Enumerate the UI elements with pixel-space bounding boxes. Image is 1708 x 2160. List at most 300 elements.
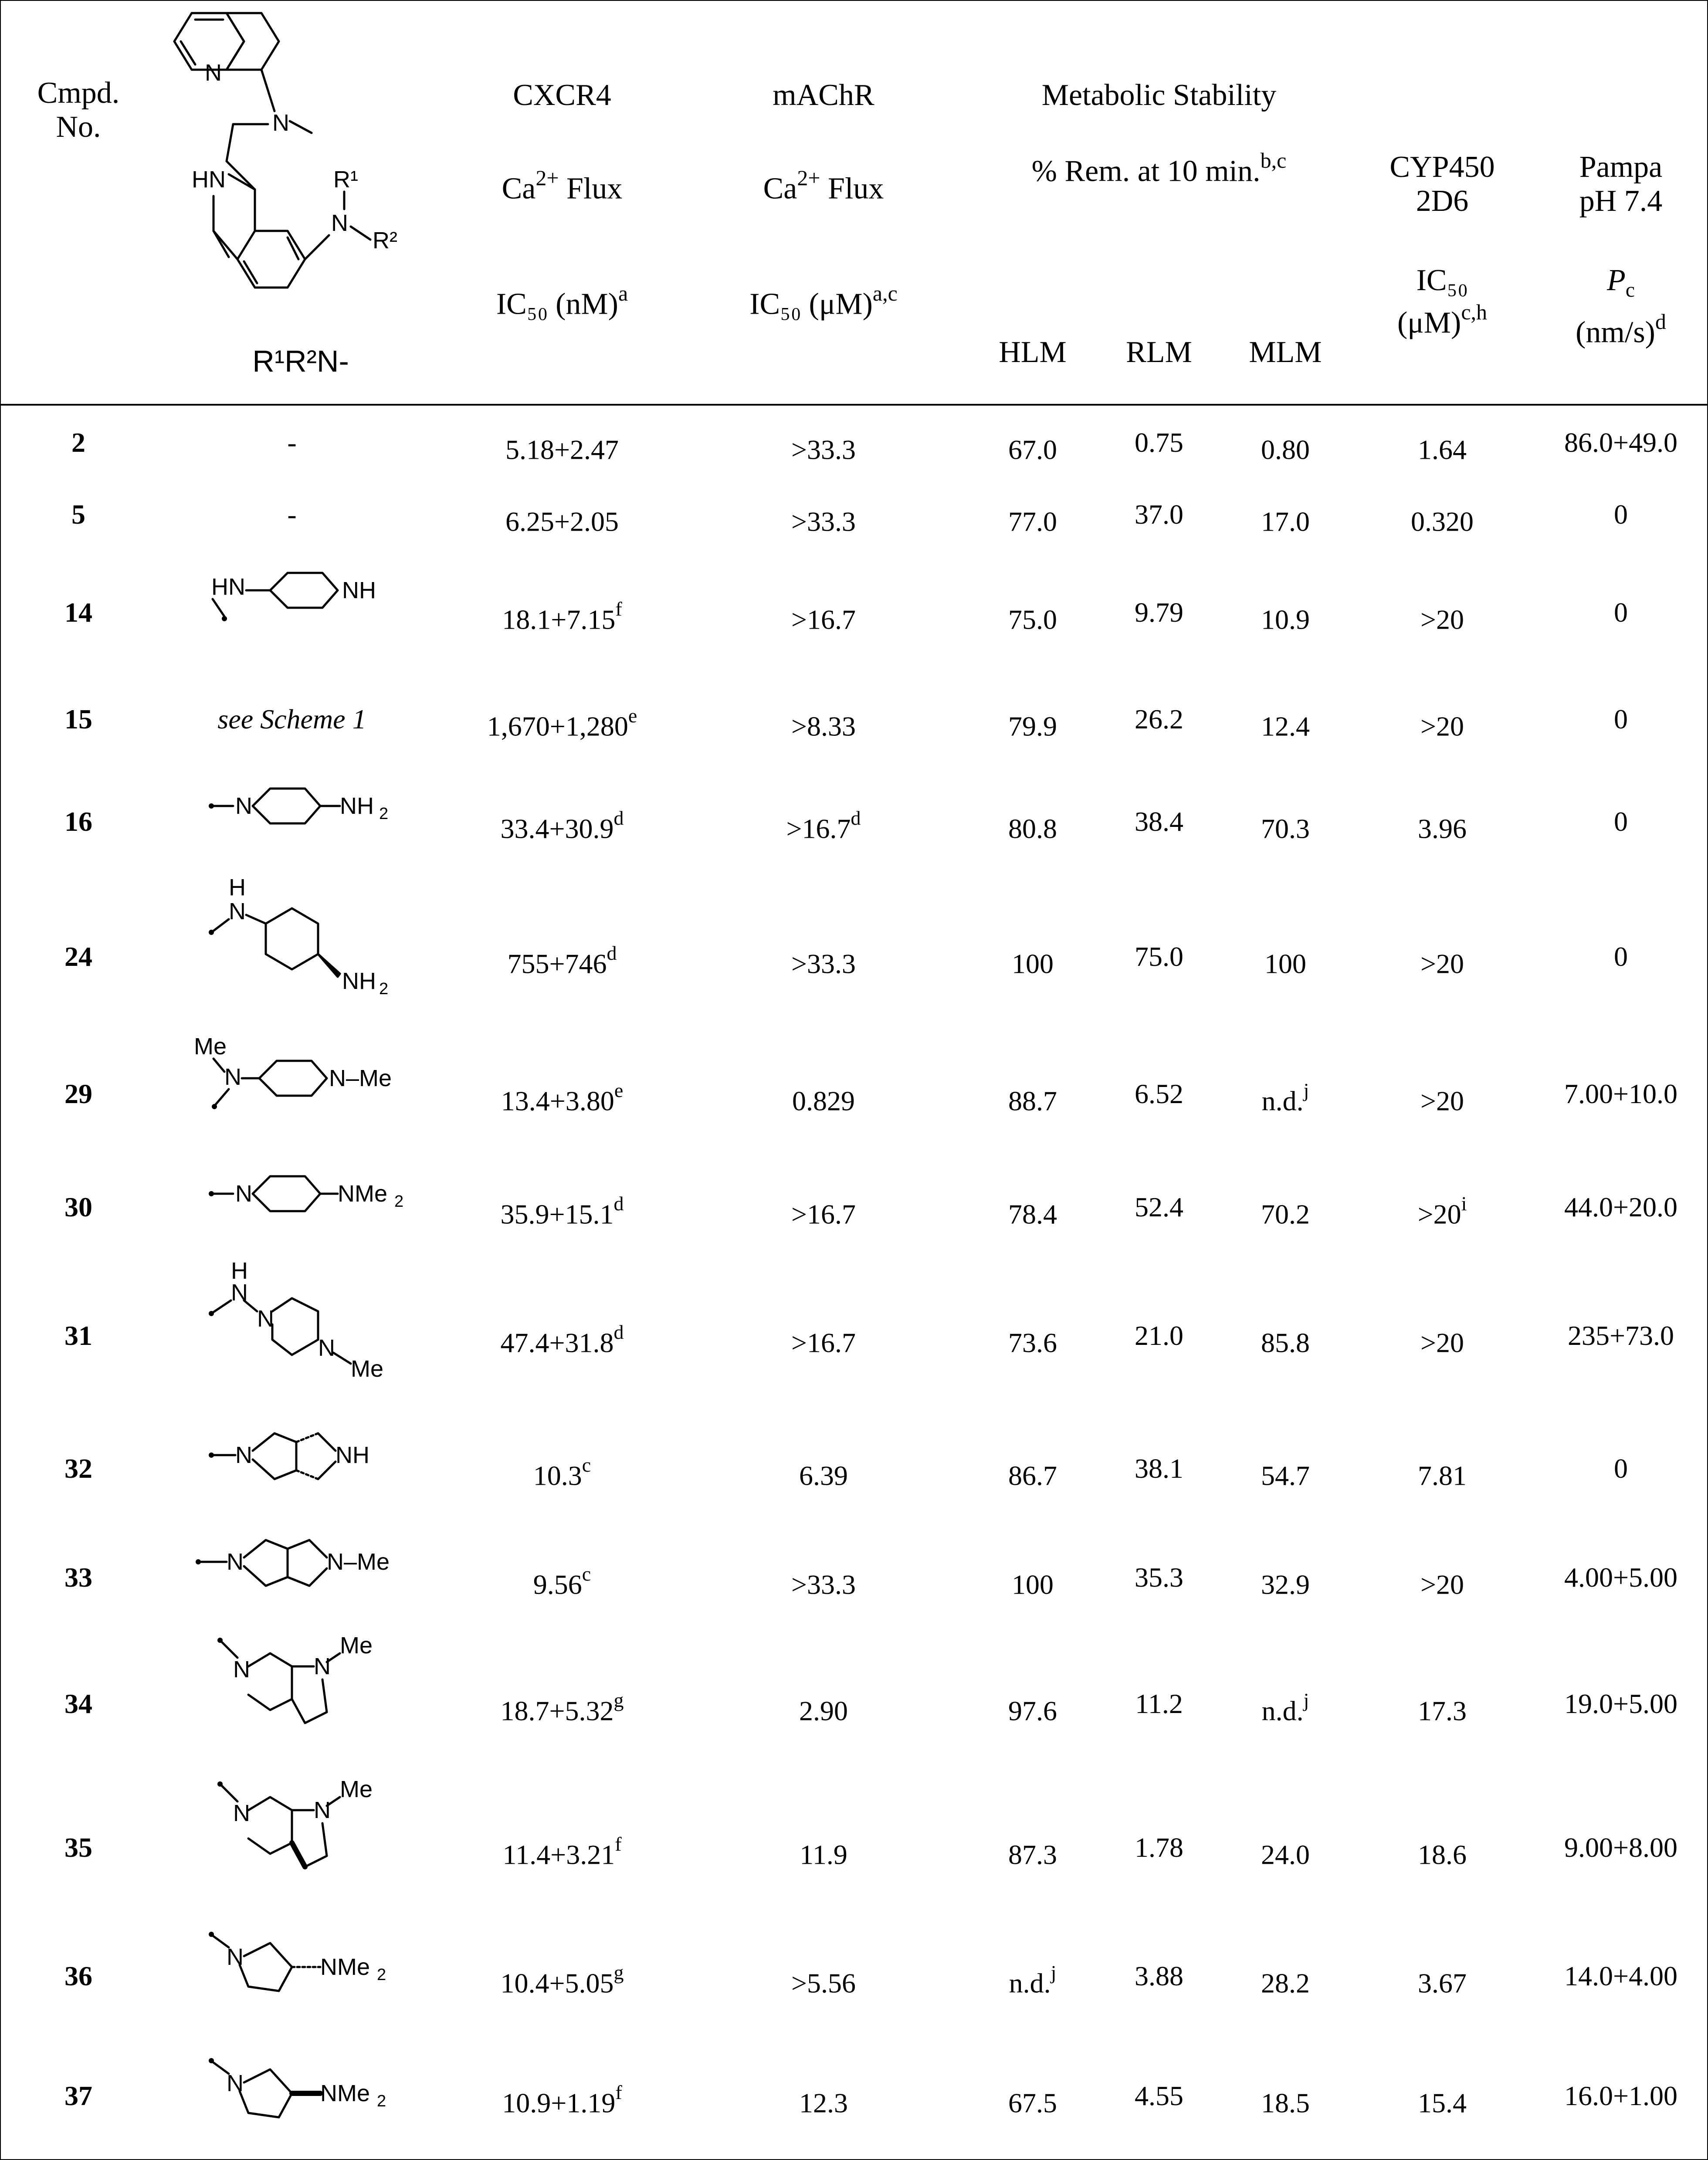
cell-cyp-34 bbox=[1372, 1688, 1512, 1727]
s35-n1: N bbox=[233, 1800, 250, 1826]
cell-id-value: 37 bbox=[64, 2080, 92, 2111]
structure-36 bbox=[192, 1921, 418, 2000]
cell-ma-value: >8.33 bbox=[791, 711, 856, 742]
structure-32 bbox=[192, 1416, 418, 1494]
cell-hlm-33 bbox=[967, 1562, 1098, 1600]
cell-cx-value: 10.4+5.05 bbox=[500, 1967, 614, 1999]
header-machr bbox=[697, 78, 950, 112]
s29-me: Me bbox=[194, 1033, 227, 1060]
s37-nme-sub: 2 bbox=[377, 2092, 386, 2110]
cell-rlm-30 bbox=[1094, 1192, 1224, 1223]
cell-id-35 bbox=[17, 1832, 139, 1863]
cell-ma-35 bbox=[697, 1832, 950, 1870]
cell-hlm-2 bbox=[967, 427, 1098, 465]
cell-rlm-34 bbox=[1094, 1688, 1224, 1720]
cell-ma-16 bbox=[697, 806, 950, 844]
cell-mlm-value: 12.4 bbox=[1261, 711, 1310, 742]
cell-cx-value: 13.4+3.80 bbox=[501, 1085, 614, 1117]
cell-id-2 bbox=[17, 427, 139, 458]
cell-pampa-value: 0 bbox=[1614, 1453, 1628, 1484]
cell-hlm-value: 75.0 bbox=[1008, 604, 1057, 635]
cell-cyp-33 bbox=[1372, 1562, 1512, 1600]
header-metabolic: Metabolic Stability bbox=[1041, 78, 1277, 112]
header-cyp-ic50 bbox=[1372, 264, 1512, 340]
cell-id-value: 34 bbox=[64, 1688, 92, 1719]
cell-cx-24 bbox=[436, 941, 688, 979]
cell-mlm-value: 18.5 bbox=[1261, 2087, 1310, 2119]
cell-hlm-value: 100 bbox=[1012, 1569, 1054, 1600]
cell-mlm-value: 54.7 bbox=[1261, 1460, 1310, 1491]
cell-pampa-29 bbox=[1542, 1078, 1699, 1110]
cell-hlm-5 bbox=[967, 499, 1098, 537]
header-cxcr4-ca: Ca bbox=[502, 172, 536, 206]
cell-pampa-value: 0 bbox=[1614, 499, 1628, 530]
cell-mlm-value: 85.8 bbox=[1261, 1327, 1310, 1358]
cell-mlm-36 bbox=[1220, 1960, 1351, 1999]
cell-cyp-15 bbox=[1372, 704, 1512, 742]
cell-ma-value: >33.3 bbox=[791, 506, 856, 537]
s36-n: N bbox=[227, 1944, 244, 1970]
cell-rlm-35 bbox=[1094, 1832, 1224, 1863]
cell-id-value: 35 bbox=[64, 1832, 92, 1863]
header-cxcr4-flux-text: Flux bbox=[559, 172, 623, 206]
header-cxcr4-line1: CXCR4 bbox=[513, 78, 611, 112]
cell-rlm-value: 4.55 bbox=[1135, 2080, 1183, 2111]
cell-cx-5 bbox=[436, 499, 688, 537]
cell-r-2 bbox=[157, 427, 427, 458]
cell-cx-footnote: d bbox=[613, 807, 624, 829]
cell-rlm-value: 75.0 bbox=[1135, 941, 1183, 972]
s30-nme-sub: 2 bbox=[394, 1192, 404, 1211]
cell-cx-value: 755+746 bbox=[507, 948, 607, 979]
s24-nh-sub: 2 bbox=[379, 980, 389, 998]
cell-id-29 bbox=[17, 1078, 139, 1110]
cell-mlm-32 bbox=[1220, 1453, 1351, 1491]
header-cyp-line4-sup: c,h bbox=[1461, 300, 1488, 324]
cell-id-value: 33 bbox=[64, 1562, 92, 1593]
cell-cx-footnote: f bbox=[615, 598, 622, 620]
cell-hlm-36 bbox=[967, 1960, 1098, 1999]
cell-id-30 bbox=[17, 1192, 139, 1223]
cell-pampa-value: 86.0+49.0 bbox=[1564, 427, 1678, 458]
cell-ma-value: >5.56 bbox=[791, 1967, 856, 1999]
cell-cx-14 bbox=[436, 597, 688, 635]
s34-n2: N bbox=[314, 1653, 331, 1679]
header-metabolic-rem bbox=[972, 146, 1346, 188]
structure-14 bbox=[187, 569, 405, 630]
cell-id-value: 16 bbox=[64, 806, 92, 837]
cell-pampa-35 bbox=[1542, 1832, 1699, 1863]
cell-cyp-24 bbox=[1372, 941, 1512, 979]
cell-pampa-31 bbox=[1542, 1320, 1699, 1351]
cell-r-5 bbox=[157, 499, 427, 530]
cell-id-14 bbox=[17, 597, 139, 628]
cell-hlm-37 bbox=[967, 2080, 1098, 2119]
cell-cx-value: 18.1+7.15 bbox=[502, 604, 616, 635]
cell-rlm-2 bbox=[1094, 427, 1224, 458]
cell-rlm-value: 26.2 bbox=[1135, 704, 1183, 735]
cell-cyp-value: >20 bbox=[1420, 948, 1464, 979]
cell-hlm-value: 78.4 bbox=[1008, 1198, 1057, 1230]
s33-nme: N–Me bbox=[327, 1549, 390, 1575]
cell-id-value: 15 bbox=[64, 704, 92, 735]
s37-n: N bbox=[227, 2070, 244, 2096]
cell-ma-value: 6.39 bbox=[799, 1460, 848, 1491]
cell-rlm-16 bbox=[1094, 806, 1224, 837]
cell-id-value: 32 bbox=[64, 1453, 92, 1484]
cell-cx-footnote: d bbox=[613, 1321, 624, 1343]
cell-pampa-value: 16.0+1.00 bbox=[1564, 2080, 1678, 2111]
cell-mlm-37 bbox=[1220, 2080, 1351, 2119]
header-cxcr4-ca-sup: 2+ bbox=[535, 166, 559, 190]
header-cyp-line3: IC₅₀ bbox=[1416, 264, 1468, 297]
cell-rlm-value: 0.75 bbox=[1135, 427, 1183, 458]
cell-cyp-value: 7.81 bbox=[1418, 1460, 1467, 1491]
cell-ma-2 bbox=[697, 427, 950, 465]
header-hlm: HLM bbox=[999, 335, 1067, 369]
s24-h: H bbox=[229, 874, 246, 901]
cell-ma-value: >16.7 bbox=[791, 1198, 856, 1230]
header-cyp-line1: CYP450 bbox=[1389, 150, 1495, 184]
cell-ma-value: 11.9 bbox=[800, 1839, 847, 1870]
cell-id-value: 24 bbox=[64, 941, 92, 972]
cell-ma-31 bbox=[697, 1320, 950, 1358]
cell-cx-footnote: f bbox=[615, 2081, 622, 2103]
cell-cyp-36 bbox=[1372, 1960, 1512, 1999]
s31-h: H bbox=[231, 1258, 248, 1284]
cell-id-value: 14 bbox=[64, 597, 92, 628]
cell-cyp-37 bbox=[1372, 2080, 1512, 2119]
header-cyp-line2: 2D6 bbox=[1416, 184, 1469, 218]
cell-id-31 bbox=[17, 1320, 139, 1351]
cell-ma-value: >33.3 bbox=[791, 434, 856, 465]
header-cmpd-line1: Cmpd. bbox=[37, 76, 120, 110]
cell-hlm-value: 73.6 bbox=[1008, 1327, 1057, 1358]
s35-n2: N bbox=[314, 1797, 331, 1823]
s24-nh: NH bbox=[342, 968, 376, 994]
s36-nme-sub: 2 bbox=[377, 1966, 386, 1984]
cell-ma-value: >16.7 bbox=[791, 604, 856, 635]
cell-hlm-value: 97.6 bbox=[1008, 1695, 1057, 1727]
cell-cyp-30 bbox=[1372, 1192, 1512, 1230]
cell-mlm-5 bbox=[1220, 499, 1351, 537]
header-pampa-line4: (nm/s) bbox=[1576, 315, 1655, 349]
cell-cx-31 bbox=[436, 1320, 688, 1358]
s30-n: N bbox=[235, 1181, 252, 1207]
header-cmpd-no bbox=[17, 76, 139, 144]
cell-mlm-16 bbox=[1220, 806, 1351, 844]
cell-pampa-30 bbox=[1542, 1192, 1699, 1223]
cell-cx-value: 33.4+30.9 bbox=[500, 813, 614, 844]
cell-cyp-32 bbox=[1372, 1453, 1512, 1491]
cell-cx-footnote: c bbox=[582, 1563, 591, 1585]
cell-mlm-34 bbox=[1220, 1688, 1351, 1727]
cell-cyp-29 bbox=[1372, 1078, 1512, 1117]
cell-mlm-15 bbox=[1220, 704, 1351, 742]
cell-cyp-value: 15.4 bbox=[1418, 2087, 1467, 2119]
cell-rlm-value: 38.4 bbox=[1135, 806, 1183, 837]
cell-cx-footnote: f bbox=[615, 1833, 622, 1855]
header-cxcr4-flux bbox=[436, 163, 688, 206]
scaffold-n-substituent: N bbox=[331, 210, 348, 236]
cell-mlm-value: 0.80 bbox=[1261, 434, 1310, 465]
structure-30 bbox=[192, 1163, 418, 1224]
cell-pampa-15 bbox=[1542, 704, 1699, 735]
cell-id-value: 30 bbox=[64, 1192, 92, 1222]
cell-hlm-footnote: j bbox=[1051, 1961, 1057, 1984]
cell-mlm-value: 17.0 bbox=[1261, 506, 1310, 537]
cell-cx-value: 10.3 bbox=[533, 1460, 582, 1491]
cell-rlm-value: 3.88 bbox=[1135, 1960, 1183, 1991]
header-metabolic-rem-sup: b,c bbox=[1260, 148, 1287, 173]
header-machr-ca: Ca bbox=[763, 172, 797, 206]
cell-cx-value: 47.4+31.8 bbox=[500, 1327, 614, 1358]
cell-rlm-5 bbox=[1094, 499, 1224, 530]
cell-rlm-29 bbox=[1094, 1078, 1224, 1110]
cell-hlm-30 bbox=[967, 1192, 1098, 1230]
cell-cyp-value: 3.67 bbox=[1418, 1967, 1467, 1999]
cell-pampa-34 bbox=[1542, 1688, 1699, 1720]
cell-hlm-value: 87.3 bbox=[1008, 1839, 1057, 1870]
cell-cx-value: 10.9+1.19 bbox=[502, 2087, 616, 2119]
cell-pampa-value: 235+73.0 bbox=[1567, 1320, 1674, 1351]
cell-id-value: 31 bbox=[64, 1320, 92, 1351]
cell-cyp-value: 17.3 bbox=[1418, 1695, 1467, 1727]
cell-id-15 bbox=[17, 704, 139, 735]
cell-ma-footnote: d bbox=[851, 807, 861, 829]
cell-mlm-35 bbox=[1220, 1832, 1351, 1870]
header-machr-ic50 bbox=[697, 279, 950, 321]
cell-hlm-35 bbox=[967, 1832, 1098, 1870]
cell-cx-32 bbox=[436, 1453, 688, 1491]
cell-rlm-31 bbox=[1094, 1320, 1224, 1351]
cell-mlm-footnote: j bbox=[1303, 1079, 1309, 1101]
s33-n: N bbox=[227, 1549, 244, 1575]
cell-cx-value: 1,670+1,280 bbox=[487, 711, 628, 742]
cell-cyp-5 bbox=[1372, 499, 1512, 537]
cell-ma-24 bbox=[697, 941, 950, 979]
cell-cyp-35 bbox=[1372, 1832, 1512, 1870]
cell-r-value: see Scheme 1 bbox=[217, 704, 366, 735]
cell-cx-value: 5.18+2.47 bbox=[505, 434, 619, 465]
scaffold-structure bbox=[157, 0, 427, 314]
cell-cyp-value: >20 bbox=[1420, 1327, 1464, 1358]
cell-r-value: - bbox=[287, 499, 297, 530]
cell-cx-value: 9.56 bbox=[533, 1569, 582, 1600]
structure-16 bbox=[192, 775, 418, 836]
cell-ma-36 bbox=[697, 1960, 950, 1999]
header-metabolic-rem-text: % Rem. at 10 min. bbox=[1031, 154, 1261, 188]
cell-mlm-2 bbox=[1220, 427, 1351, 465]
cell-mlm-33 bbox=[1220, 1562, 1351, 1600]
cell-hlm-32 bbox=[967, 1453, 1098, 1491]
cell-pampa-value: 0 bbox=[1614, 704, 1628, 735]
cell-pampa-value: 0 bbox=[1614, 597, 1628, 628]
cell-id-34 bbox=[17, 1688, 139, 1720]
s31-me: Me bbox=[351, 1356, 384, 1382]
cell-id-16 bbox=[17, 806, 139, 837]
cell-mlm-30 bbox=[1220, 1192, 1351, 1230]
structure-33 bbox=[187, 1523, 423, 1601]
scaffold-hn: HN bbox=[192, 166, 226, 193]
header-machr-ic50-text: IC₅₀ (μM) bbox=[749, 287, 873, 321]
cell-cyp-16 bbox=[1372, 806, 1512, 844]
header-pampa-line2: pH 7.4 bbox=[1579, 184, 1663, 218]
header-pampa-pc bbox=[1542, 264, 1699, 349]
header-machr-ca-sup: 2+ bbox=[797, 166, 820, 190]
cell-ma-30 bbox=[697, 1192, 950, 1230]
cell-ma-value: >33.3 bbox=[791, 948, 856, 979]
cell-cx-value: 11.4+3.21 bbox=[502, 1839, 615, 1870]
cell-ma-14 bbox=[697, 597, 950, 635]
cell-rlm-37 bbox=[1094, 2080, 1224, 2112]
cell-mlm-29 bbox=[1220, 1078, 1351, 1117]
cell-hlm-value: n.d. bbox=[1009, 1967, 1051, 1999]
cell-cx-footnote: e bbox=[628, 704, 637, 727]
cell-rlm-15 bbox=[1094, 704, 1224, 735]
header-pampa-p-sub: c bbox=[1625, 278, 1635, 301]
header-rlm: RLM bbox=[1126, 335, 1192, 369]
cell-ma-5 bbox=[697, 499, 950, 537]
header-r1r2n: R¹R²N- bbox=[252, 344, 349, 378]
cell-cx-16 bbox=[436, 806, 688, 844]
cell-cx-footnote: c bbox=[582, 1454, 591, 1476]
header-machr-flux-text: Flux bbox=[820, 172, 884, 206]
cell-hlm-14 bbox=[967, 597, 1098, 635]
cell-rlm-value: 6.52 bbox=[1135, 1078, 1183, 1109]
cell-id-32 bbox=[17, 1453, 139, 1484]
structure-34 bbox=[205, 1629, 388, 1734]
header-pampa-line1: Pampa bbox=[1579, 150, 1663, 184]
cell-cyp-value: 1.64 bbox=[1418, 434, 1467, 465]
cell-hlm-value: 77.0 bbox=[1008, 506, 1057, 537]
cell-mlm-value: 28.2 bbox=[1261, 1967, 1310, 1999]
cell-id-24 bbox=[17, 941, 139, 972]
structure-29 bbox=[187, 1028, 414, 1120]
header-mlm: MLM bbox=[1249, 335, 1322, 369]
cell-mlm-value: n.d. bbox=[1261, 1085, 1304, 1117]
cell-cx-30 bbox=[436, 1192, 688, 1230]
cell-hlm-value: 67.5 bbox=[1008, 2087, 1057, 2119]
cell-pampa-value: 0 bbox=[1614, 806, 1628, 837]
cell-ma-34 bbox=[697, 1688, 950, 1727]
cell-cx-footnote: d bbox=[607, 942, 617, 964]
scaffold-n-methyl: N bbox=[272, 110, 289, 136]
cell-rlm-32 bbox=[1094, 1453, 1224, 1484]
cell-hlm-15 bbox=[967, 704, 1098, 742]
structure-24 bbox=[187, 874, 405, 998]
header-cmpd-line2: No. bbox=[56, 110, 101, 144]
cell-pampa-value: 0 bbox=[1614, 941, 1628, 972]
header-machr-ic50-sup: a,c bbox=[872, 281, 898, 305]
s31-n1: N bbox=[231, 1280, 248, 1306]
cell-mlm-24 bbox=[1220, 941, 1351, 979]
cell-cx-footnote: g bbox=[613, 1961, 624, 1984]
cell-cx-value: 18.7+5.32 bbox=[500, 1695, 614, 1727]
cell-cx-value: 35.9+15.1 bbox=[500, 1198, 614, 1230]
s34-me: Me bbox=[340, 1632, 373, 1659]
scaffold-r2: R² bbox=[373, 227, 397, 254]
s35-me: Me bbox=[340, 1776, 373, 1802]
cell-cyp-31 bbox=[1372, 1320, 1512, 1358]
s31-n2: N bbox=[257, 1306, 274, 1332]
cell-id-37 bbox=[17, 2080, 139, 2112]
cell-cx-35 bbox=[436, 1832, 688, 1870]
cell-id-value: 36 bbox=[64, 1960, 92, 1991]
cell-pampa-value: 9.00+8.00 bbox=[1564, 1832, 1678, 1863]
cell-mlm-14 bbox=[1220, 597, 1351, 635]
cell-cyp-value: 3.96 bbox=[1418, 813, 1467, 844]
scaffold-r1: R¹ bbox=[333, 166, 358, 193]
cell-hlm-24 bbox=[967, 941, 1098, 979]
cell-id-value: 29 bbox=[64, 1078, 92, 1109]
cell-cx-33 bbox=[436, 1562, 688, 1600]
s16-nh-sub: 2 bbox=[379, 805, 389, 823]
s34-n1: N bbox=[233, 1656, 250, 1683]
cell-pampa-value: 19.0+5.00 bbox=[1564, 1688, 1678, 1719]
cell-cyp-value: 0.320 bbox=[1411, 506, 1474, 537]
cell-pampa-value: 7.00+10.0 bbox=[1564, 1078, 1678, 1109]
s14-nh: NH bbox=[342, 577, 376, 603]
header-pampa-p: P bbox=[1606, 264, 1626, 297]
cell-pampa-value: 44.0+20.0 bbox=[1564, 1192, 1678, 1222]
cell-mlm-value: 100 bbox=[1264, 948, 1306, 979]
cell-hlm-29 bbox=[967, 1078, 1098, 1117]
cell-cyp-footnote: i bbox=[1461, 1192, 1467, 1215]
cell-cyp-2 bbox=[1372, 427, 1512, 465]
cell-cyp-value: >20 bbox=[1420, 604, 1464, 635]
cell-ma-value: 0.829 bbox=[792, 1085, 855, 1117]
cell-rlm-24 bbox=[1094, 941, 1224, 972]
cell-mlm-footnote: j bbox=[1303, 1689, 1309, 1711]
cell-id-value: 2 bbox=[71, 427, 85, 458]
header-cxcr4 bbox=[436, 78, 688, 112]
cell-mlm-value: 70.2 bbox=[1261, 1198, 1310, 1230]
cell-mlm-value: 70.3 bbox=[1261, 813, 1310, 844]
cell-rlm-value: 38.1 bbox=[1135, 1453, 1183, 1484]
s29-nme: N–Me bbox=[329, 1065, 392, 1091]
s32-nh: NH bbox=[336, 1442, 369, 1468]
cell-mlm-value: n.d. bbox=[1261, 1695, 1304, 1727]
cell-pampa-37 bbox=[1542, 2080, 1699, 2112]
cell-ma-value: >16.7 bbox=[791, 1327, 856, 1358]
cell-cx-footnote: d bbox=[613, 1192, 624, 1215]
cell-pampa-36 bbox=[1542, 1960, 1699, 1992]
header-machr-line1: mAChR bbox=[773, 78, 874, 112]
cell-cx-footnote: g bbox=[613, 1689, 624, 1711]
cell-cx-29 bbox=[436, 1078, 688, 1117]
cell-ma-32 bbox=[697, 1453, 950, 1491]
s14-hn: HN bbox=[211, 574, 245, 600]
s36-nme: NMe bbox=[320, 1954, 370, 1980]
cell-ma-value: >16.7 bbox=[786, 813, 851, 844]
cell-hlm-16 bbox=[967, 806, 1098, 844]
cell-r-15 bbox=[157, 704, 427, 735]
cell-cyp-value: >20 bbox=[1420, 1085, 1464, 1117]
cell-rlm-14 bbox=[1094, 597, 1224, 628]
cell-cx-value: 6.25+2.05 bbox=[505, 506, 619, 537]
header-cxcr4-ic50-sup: a bbox=[618, 281, 628, 305]
cell-rlm-value: 37.0 bbox=[1135, 499, 1183, 530]
header-pampa-line4-sup: d bbox=[1655, 309, 1666, 334]
cell-ma-37 bbox=[697, 2080, 950, 2119]
cell-cx-37 bbox=[436, 2080, 688, 2119]
header-pampa bbox=[1542, 150, 1699, 218]
cell-cx-34 bbox=[436, 1688, 688, 1727]
s37-nme: NMe bbox=[320, 2080, 370, 2106]
s32-n: N bbox=[235, 1442, 252, 1468]
cell-hlm-value: 79.9 bbox=[1008, 711, 1057, 742]
